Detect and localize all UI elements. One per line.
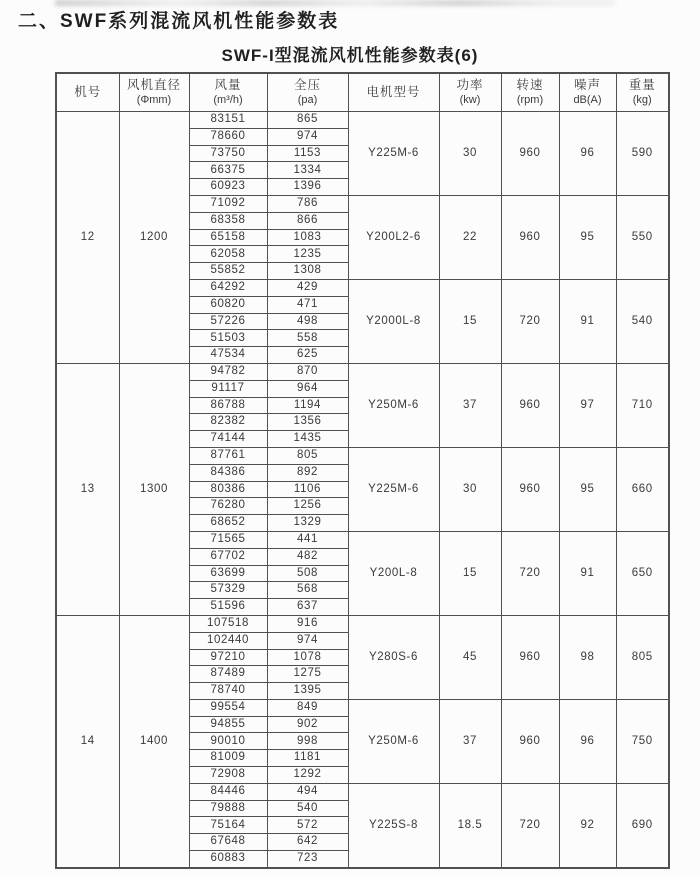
pressure-cell: 1308 (267, 263, 348, 280)
table-header (56, 73, 669, 112)
airflow-cell: 87761 (189, 447, 267, 464)
weight-cell: 710 (616, 363, 669, 447)
airflow-cell: 60883 (189, 851, 267, 868)
pressure-cell: 429 (267, 279, 348, 296)
header-row (56, 73, 669, 112)
col-header-power (439, 73, 501, 112)
pressure-cell: 494 (267, 783, 348, 800)
airflow-cell: 60923 (189, 179, 267, 196)
speed-cell: 960 (501, 699, 559, 783)
col-header-label: 风量 (214, 78, 242, 93)
table-title: SWF-I型混流风机性能参数表(6) (221, 46, 479, 65)
airflow-cell: 102440 (189, 632, 267, 649)
pressure-cell: 870 (267, 363, 348, 380)
pressure-cell: 637 (267, 599, 348, 616)
airflow-cell: 83151 (189, 112, 267, 129)
noise-cell: 95 (559, 447, 616, 531)
airflow-cell: 90010 (189, 733, 267, 750)
weight-cell: 540 (616, 279, 669, 363)
airflow-cell: 75164 (189, 817, 267, 834)
airflow-cell: 71565 (189, 531, 267, 548)
col-header-noise (559, 73, 616, 112)
machine-no-cell: 14 (56, 615, 119, 867)
pressure-cell: 558 (267, 330, 348, 347)
pressure-cell: 902 (267, 716, 348, 733)
motor-model-cell: Y250M-6 (348, 699, 439, 783)
airflow-cell: 87489 (189, 666, 267, 683)
pressure-cell: 498 (267, 313, 348, 330)
col-header-label: 功率 (456, 78, 484, 93)
power-cell: 18.5 (439, 783, 501, 867)
pressure-cell: 625 (267, 347, 348, 364)
motor-model-cell: Y225M-6 (348, 112, 439, 196)
weight-cell: 550 (616, 195, 669, 279)
pressure-cell: 568 (267, 582, 348, 599)
airflow-cell: 94855 (189, 716, 267, 733)
noise-cell: 91 (559, 531, 616, 615)
airflow-cell: 91117 (189, 380, 267, 397)
pressure-cell: 441 (267, 531, 348, 548)
pressure-cell: 1106 (267, 481, 348, 498)
airflow-cell: 51503 (189, 330, 267, 347)
fan-spec-table (55, 72, 670, 869)
noise-cell: 96 (559, 112, 616, 196)
pressure-cell: 642 (267, 834, 348, 851)
airflow-cell: 60820 (189, 296, 267, 313)
weight-cell: 650 (616, 531, 669, 615)
airflow-cell: 73750 (189, 145, 267, 162)
speed-cell: 720 (501, 531, 559, 615)
power-cell: 30 (439, 112, 501, 196)
col-header-airflow (189, 73, 267, 112)
pressure-cell: 916 (267, 615, 348, 632)
airflow-cell: 67648 (189, 834, 267, 851)
noise-cell: 92 (559, 783, 616, 867)
motor-model-cell: Y280S-6 (348, 615, 439, 699)
airflow-cell: 63699 (189, 565, 267, 582)
col-header-unit: (m³/h) (213, 93, 243, 106)
table-row (56, 112, 669, 129)
airflow-cell: 57226 (189, 313, 267, 330)
power-cell: 22 (439, 195, 501, 279)
table-row (56, 363, 669, 380)
power-cell: 30 (439, 447, 501, 531)
pressure-cell: 1395 (267, 683, 348, 700)
pressure-cell: 471 (267, 296, 348, 313)
col-header-pressure (267, 73, 348, 112)
col-header-unit: (kg) (632, 93, 652, 106)
col-header-label: 机号 (74, 84, 102, 99)
motor-model-cell: Y225M-6 (348, 447, 439, 531)
table-row (56, 615, 669, 632)
airflow-cell: 66375 (189, 162, 267, 179)
speed-cell: 720 (501, 783, 559, 867)
noise-cell: 96 (559, 699, 616, 783)
pressure-cell: 482 (267, 548, 348, 565)
pressure-cell: 1256 (267, 498, 348, 515)
pressure-cell: 1078 (267, 649, 348, 666)
airflow-cell: 81009 (189, 750, 267, 767)
noise-cell: 98 (559, 615, 616, 699)
col-header-label: 全压 (293, 78, 321, 93)
pressure-cell: 1194 (267, 397, 348, 414)
weight-cell: 590 (616, 112, 669, 196)
motor-model-cell: Y200L-8 (348, 531, 439, 615)
table-body (56, 112, 669, 868)
airflow-cell: 80386 (189, 481, 267, 498)
speed-cell: 960 (501, 615, 559, 699)
noise-cell: 95 (559, 195, 616, 279)
pressure-cell: 1083 (267, 229, 348, 246)
col-header-diameter (119, 73, 189, 112)
airflow-cell: 55852 (189, 263, 267, 280)
noise-cell: 91 (559, 279, 616, 363)
power-cell: 45 (439, 615, 501, 699)
airflow-cell: 68652 (189, 515, 267, 532)
airflow-cell: 71092 (189, 195, 267, 212)
col-header-unit: (rpm) (516, 93, 544, 106)
col-header-machine-no (56, 73, 119, 112)
pressure-cell: 865 (267, 112, 348, 129)
airflow-cell: 78740 (189, 683, 267, 700)
motor-model-cell: Y2000L-8 (348, 279, 439, 363)
motor-model-cell: Y250M-6 (348, 363, 439, 447)
speed-cell: 720 (501, 279, 559, 363)
pressure-cell: 1396 (267, 179, 348, 196)
airflow-cell: 72908 (189, 767, 267, 784)
pressure-cell: 1153 (267, 145, 348, 162)
col-header-unit: (kw) (459, 93, 481, 106)
airflow-cell: 79888 (189, 800, 267, 817)
airflow-cell: 94782 (189, 363, 267, 380)
weight-cell: 660 (616, 447, 669, 531)
airflow-cell: 51596 (189, 599, 267, 616)
col-header-label: 噪声 (573, 78, 601, 93)
motor-model-cell: Y200L2-6 (348, 195, 439, 279)
speed-cell: 960 (501, 447, 559, 531)
machine-no-cell: 12 (56, 112, 119, 364)
pressure-cell: 508 (267, 565, 348, 582)
airflow-cell: 82382 (189, 414, 267, 431)
airflow-cell: 84386 (189, 464, 267, 481)
pressure-cell: 1334 (267, 162, 348, 179)
motor-model-cell: Y225S-8 (348, 783, 439, 867)
power-cell: 37 (439, 363, 501, 447)
pressure-cell: 866 (267, 212, 348, 229)
pressure-cell: 892 (267, 464, 348, 481)
pressure-cell: 998 (267, 733, 348, 750)
pressure-cell: 786 (267, 195, 348, 212)
pressure-cell: 1235 (267, 246, 348, 263)
col-header-speed (501, 73, 559, 112)
weight-cell: 750 (616, 699, 669, 783)
pressure-cell: 964 (267, 380, 348, 397)
airflow-cell: 57329 (189, 582, 267, 599)
pressure-cell: 1292 (267, 767, 348, 784)
pressure-cell: 1435 (267, 431, 348, 448)
pressure-cell: 1329 (267, 515, 348, 532)
airflow-cell: 68358 (189, 212, 267, 229)
power-cell: 37 (439, 699, 501, 783)
pressure-cell: 974 (267, 128, 348, 145)
airflow-cell: 107518 (189, 615, 267, 632)
col-header-label: 风机直径 (126, 78, 181, 93)
col-header-label: 电机型号 (366, 84, 421, 99)
pressure-cell: 540 (267, 800, 348, 817)
diameter-cell: 1200 (119, 112, 189, 364)
airflow-cell: 65158 (189, 229, 267, 246)
airflow-cell: 86788 (189, 397, 267, 414)
power-cell: 15 (439, 279, 501, 363)
pressure-cell: 805 (267, 447, 348, 464)
airflow-cell: 62058 (189, 246, 267, 263)
col-header-label: 重量 (628, 78, 656, 93)
speed-cell: 960 (501, 363, 559, 447)
speed-cell: 960 (501, 112, 559, 196)
col-header-label: 转速 (516, 78, 544, 93)
col-header-unit: dB(A) (573, 93, 602, 106)
diameter-cell: 1300 (119, 363, 189, 615)
pressure-cell: 1356 (267, 414, 348, 431)
airflow-cell: 97210 (189, 649, 267, 666)
airflow-cell: 76280 (189, 498, 267, 515)
pressure-cell: 1181 (267, 750, 348, 767)
pressure-cell: 849 (267, 699, 348, 716)
speed-cell: 960 (501, 195, 559, 279)
col-header-unit: (pa) (297, 93, 318, 106)
machine-no-cell: 13 (56, 363, 119, 615)
col-header-motor-model (348, 73, 439, 112)
weight-cell: 690 (616, 783, 669, 867)
weight-cell: 805 (616, 615, 669, 699)
pressure-cell: 572 (267, 817, 348, 834)
noise-cell: 97 (559, 363, 616, 447)
col-header-unit: (Φmm) (136, 93, 172, 106)
airflow-cell: 99554 (189, 699, 267, 716)
airflow-cell: 74144 (189, 431, 267, 448)
airflow-cell: 78660 (189, 128, 267, 145)
pressure-cell: 1275 (267, 666, 348, 683)
airflow-cell: 84446 (189, 783, 267, 800)
airflow-cell: 47534 (189, 347, 267, 364)
diameter-cell: 1400 (119, 615, 189, 867)
airflow-cell: 67702 (189, 548, 267, 565)
power-cell: 15 (439, 531, 501, 615)
airflow-cell: 64292 (189, 279, 267, 296)
page-title: 二、SWF系列混流风机性能参数表 (18, 11, 340, 32)
pressure-cell: 723 (267, 851, 348, 868)
pressure-cell: 974 (267, 632, 348, 649)
col-header-weight (616, 73, 669, 112)
